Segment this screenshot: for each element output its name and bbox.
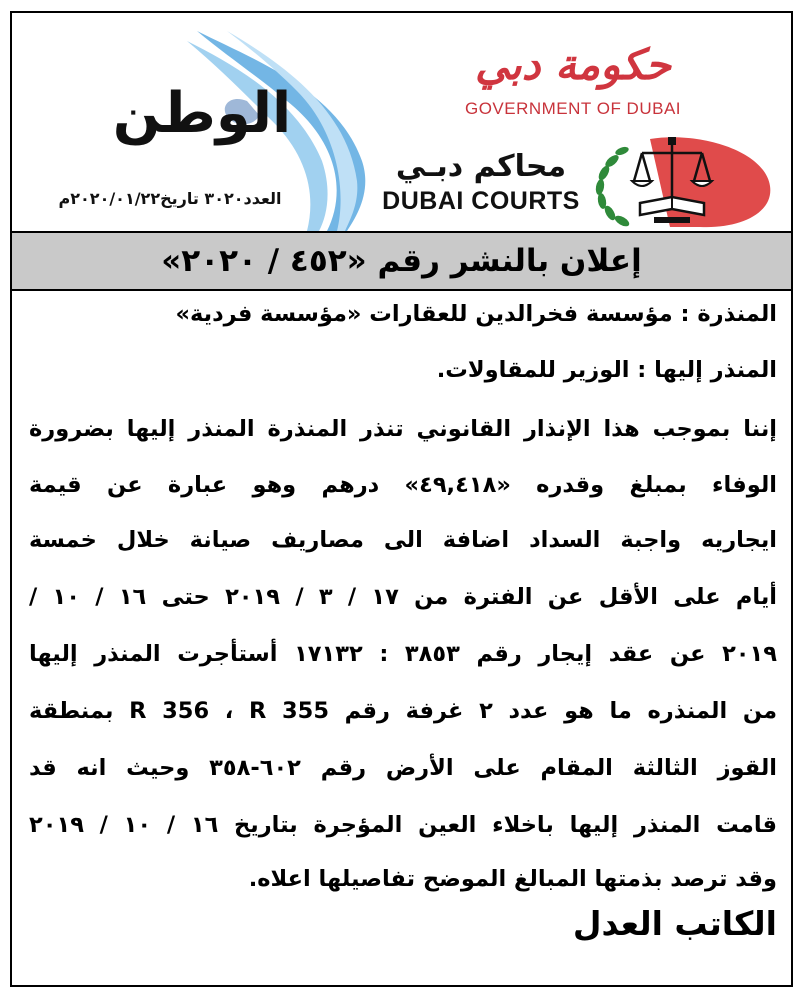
notice-line-6: أيام على الأقل عن الفترة من ١٧ / ٣ / ٢٠١٩ حتى ١٦ / ١٠ / bbox=[29, 584, 777, 610]
notice-line-11: وقد ترصد بذمتها المبالغ الموضح تفاصيلها اعلاه. bbox=[248, 866, 777, 892]
government-arabic-logo: حكومة دبي bbox=[475, 40, 671, 89]
notice-header bbox=[12, 13, 791, 231]
notice-line-1: المنذرة : مؤسسة فخرالدين للعقارات «مؤسسة فردية» bbox=[175, 301, 777, 327]
newspaper-name: الوطن bbox=[112, 81, 292, 146]
scales-of-justice-icon bbox=[590, 131, 780, 231]
notice-line-10: قامت المنذر إليها باخلاء العين المؤجرة بتاريخ ١٦ / ١٠ / ٢٠١٩ bbox=[29, 812, 778, 838]
notice-line-5: ايجاريه واجبة السداد اضافة الى مصاريف صيانة خلال خمسة bbox=[29, 527, 777, 553]
notice-line-4: الوفاء بمبلغ وقدره «٤٩,٤١٨» درهم وهو عبارة عن قيمة bbox=[29, 472, 777, 498]
notice-line-9: القوز الثالثة المقام على الأرض رقم ٦٠٢-٣٥٨ وحيث انه قد bbox=[29, 755, 777, 781]
courts-arabic-label: محاكم دبـي bbox=[395, 149, 567, 184]
courts-english-label: DUBAI COURTS bbox=[382, 187, 580, 215]
signature: الكاتب العدل bbox=[572, 904, 777, 943]
notice-title: إعلان بالنشر رقم «٤٥٢ / ٢٠٢٠» bbox=[161, 243, 642, 279]
issue-info: العدد٣٠٢٠ تاريخ٢٠٢٠/٠١/٢٢م bbox=[58, 189, 282, 208]
government-english-label: GOVERNMENT OF DUBAI bbox=[464, 99, 682, 118]
notice-line-7: ٢٠١٩ عن عقد إيجار رقم ٣٨٥٣ : ١٧١٣٢ أستأجرت المنذر إليها bbox=[29, 641, 777, 667]
notice-title-band bbox=[12, 231, 791, 291]
notice-line-8: من المنذره ما هو عدد ٢ غرفة رقم R 356 ، R 355 بمنطقة bbox=[29, 698, 778, 724]
notice-line-2: المنذر إليها : الوزير للمقاولات. bbox=[436, 357, 777, 383]
notice-line-3: إننا بموجب هذا الإنذار القانوني تنذر المنذرة المنذر إليها بضرورة bbox=[29, 416, 777, 442]
